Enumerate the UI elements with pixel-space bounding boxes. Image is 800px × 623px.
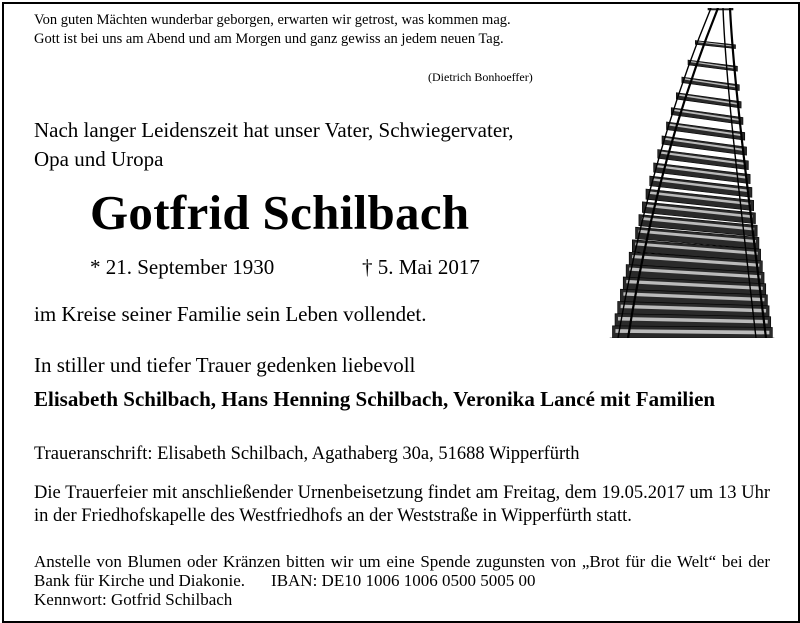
rail-sleeper-highlight [615, 331, 769, 333]
donation-keyword: Kennwort: Gotfrid Schilbach [34, 590, 233, 609]
mourners-intro: In stiller und tiefer Trauer gedenken liebevoll [34, 353, 416, 377]
birth-date: * 21. September 1930 [90, 255, 275, 279]
donation-iban: IBAN: DE10 1006 1006 0500 5005 00 [271, 571, 536, 590]
quote-line-2: Gott ist bei uns am Abend und am Morgen und ganz gewiss an jedem neuen Tag. [34, 30, 504, 47]
bonhoeffer-quote [34, 11, 511, 48]
quote-line-1: Von guten Mächten wunderbar geborgen, erwarten wir getrost, was kommen mag. [34, 12, 511, 28]
obituary-card [2, 2, 800, 623]
completion-text: im Kreise seiner Familie sein Leben vollendet. [34, 302, 427, 326]
donation-text: Anstelle von Blumen oder Kränzen bitten wir um eine Spende zugunsten von „Brot für die Welt“ bei der Bank für Kirche und Diakonie. [34, 552, 770, 590]
death-date: † 5. Mai 2017 [362, 255, 480, 279]
intro-line-2: Opa und Uropa [34, 147, 164, 171]
mourners-names: Elisabeth Schilbach, Hans Henning Schilbach, Veronika Lancé mit Familien [34, 387, 716, 411]
rail-sleeper [695, 41, 735, 49]
deceased-name: Gotfrid Schilbach [90, 185, 470, 240]
quote-author: (Dietrich Bonhoeffer) [428, 70, 533, 84]
railway-tracks-icon [560, 8, 794, 338]
donation-info [34, 552, 770, 609]
intro-text [34, 116, 514, 174]
funeral-info: Die Trauerfeier mit anschließender Urnenbeisetzung findet am Freitag, dem 19.05.2017 um 13 Uhr in der Friedhofskapelle des Westfriedhofs an der Weststraße in Wipperfürth statt. [34, 483, 770, 526]
mourning-address: Traueranschrift: Elisabeth Schilbach, Agathaberg 30a, 51688 Wipperfürth [34, 444, 580, 464]
intro-line-1: Nach langer Leidenszeit hat unser Vater, Schwiegervater, [34, 118, 514, 142]
